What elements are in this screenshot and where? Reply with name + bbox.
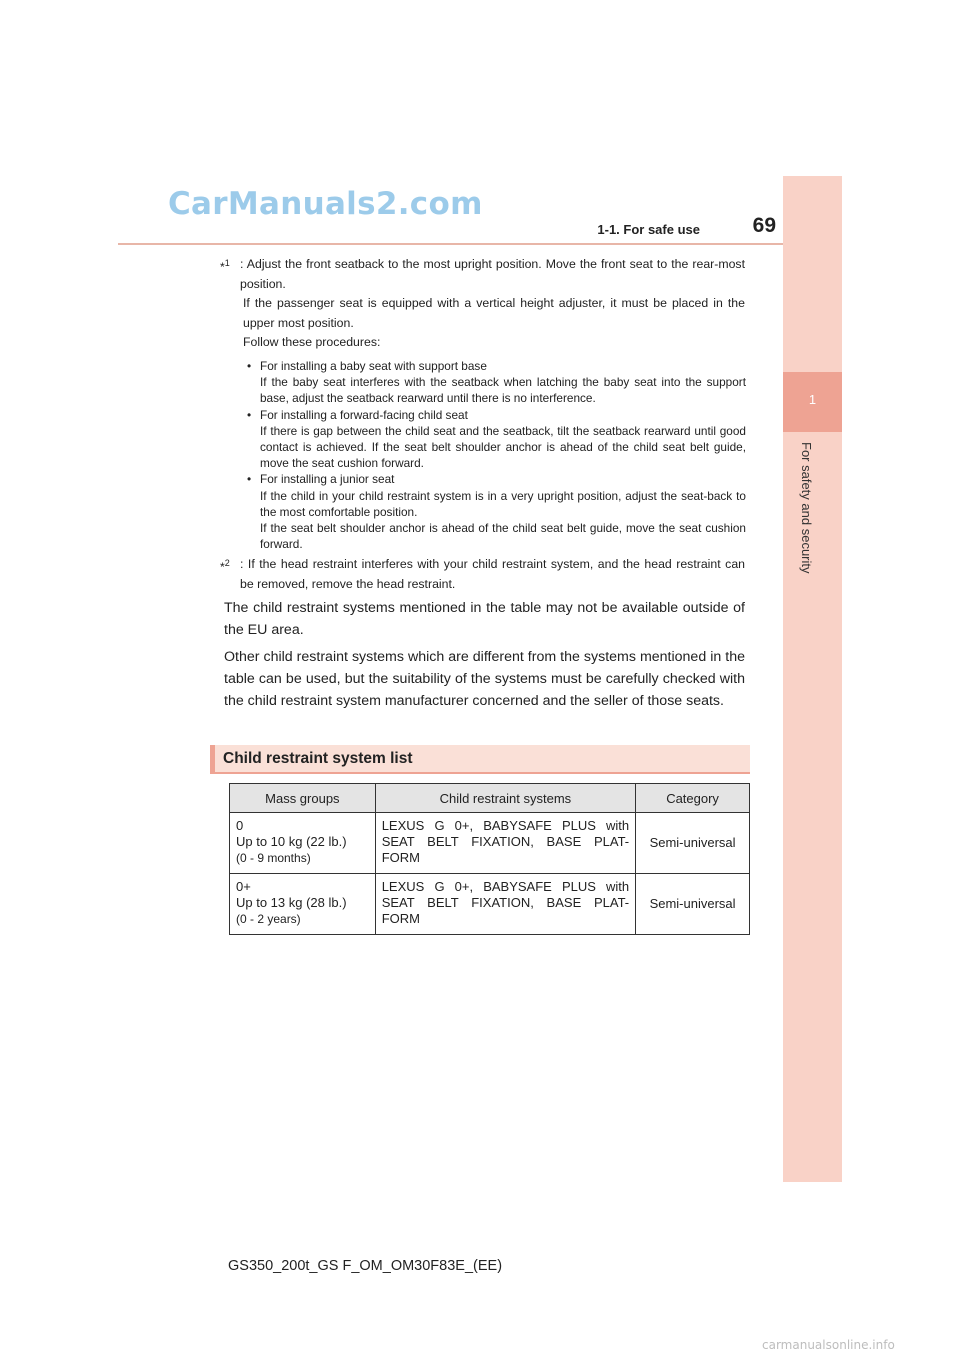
cell-mass-group (230, 874, 376, 935)
paragraph-availability: The child restraint systems mentioned in the table may not be available outside of the EU area. (224, 600, 745, 638)
footnote-1-bullets (246, 358, 746, 552)
chapter-side-tab (783, 176, 842, 1182)
cell-mass-group (230, 813, 376, 874)
table-row (230, 813, 750, 874)
section-header-accent (210, 745, 215, 774)
bullet-title: • For installing a junior seat (260, 472, 395, 487)
cell-category: Semi-universal (636, 874, 750, 935)
footnote-2-text: : If the head restraint interferes with your child restraint system, and the head restraint can be removed, remove the head restraint. (240, 557, 745, 591)
watermark-footer: carmanualsonline.info (762, 1338, 895, 1352)
footnote-2 (240, 555, 745, 594)
list-item (246, 471, 746, 552)
footnote-1 (240, 255, 745, 353)
footnote-1-line2: If the passenger seat is equipped with a vertical height adjuster, it must be placed in the upper most position. (243, 296, 745, 330)
column-header-category: Category (636, 784, 750, 813)
header-section-title: 1-1. For safe use (597, 222, 700, 237)
paragraph-other-systems: Other child restraint systems which are different from the systems mentioned in the table can be used, but the suitability of the systems must be carefully checked with the child restraint system manufacturer concerned and the seller of those seats. (224, 649, 745, 709)
age-range: (0 - 2 years) (236, 912, 301, 926)
mass-limit: Up to 13 kg (28 lb.) (236, 895, 347, 910)
document-code: GS350_200t_GS F_OM_OM30F83E_(EE) (228, 1258, 503, 1274)
bullet-title: • For installing a baby seat with support base (260, 359, 487, 373)
cell-system: LEXUS G 0+, BABYSAFE PLUS with SEAT BELT FIXATION, BASE PLAT-FORM (375, 874, 635, 935)
age-range: (0 - 9 months) (236, 851, 311, 865)
list-item (246, 358, 746, 407)
mass-group-code: 0+ (236, 879, 251, 894)
footnote-1-line3: Follow these procedures: (243, 335, 381, 349)
chapter-title: For safety and security (799, 442, 814, 574)
bullet-body-2: If the seat belt shoulder anchor is ahead of the child seat belt guide, move the seat cushion forward. (260, 521, 746, 552)
list-item (246, 407, 746, 472)
section-title: Child restraint system list (223, 750, 413, 767)
header-rule (118, 243, 841, 245)
bullet-body: If the baby seat interferes with the seatback when latching the baby seat into the support base, adjust the seatback rearward until there is no interference. (260, 375, 746, 406)
cell-system: LEXUS G 0+, BABYSAFE PLUS with SEAT BELT FIXATION, BASE PLAT-FORM (375, 813, 635, 874)
footnote-2-mark: *$^2$ (220, 558, 230, 574)
cell-category: Semi-universal (636, 813, 750, 874)
mass-limit: Up to 10 kg (22 lb.) (236, 834, 347, 849)
mass-group-code: 0 (236, 818, 244, 833)
page-number: 69 (752, 214, 776, 237)
column-header-mass-groups: Mass groups (230, 784, 376, 813)
bullet-title: • For installing a forward-facing child seat (260, 407, 468, 422)
bullet-body: If there is gap between the child seat and the seatback, tilt the seatback rearward until good contact is achieved. If the seat belt shoulder anchor is ahead of the child seat belt guide, move the seat cushion forward. (260, 423, 746, 471)
child-restraint-table (229, 783, 750, 935)
bullet-body: If the child in your child restraint system is in a very upright position, adjust the seat-back to the most comfortable position. (260, 488, 746, 519)
table-row (230, 874, 750, 935)
section-header-rule (210, 772, 750, 774)
footnote-1-line1: : Adjust the front seatback to the most upright position. Move the front seat to the rear-most position. (240, 257, 745, 291)
chapter-number: 1 (783, 372, 842, 432)
footnote-1-mark: *$^1$ (220, 258, 230, 274)
table-header-row (230, 784, 750, 813)
column-header-systems: Child restraint systems (375, 784, 635, 813)
watermark-logo: CarManuals2.com (168, 186, 483, 222)
